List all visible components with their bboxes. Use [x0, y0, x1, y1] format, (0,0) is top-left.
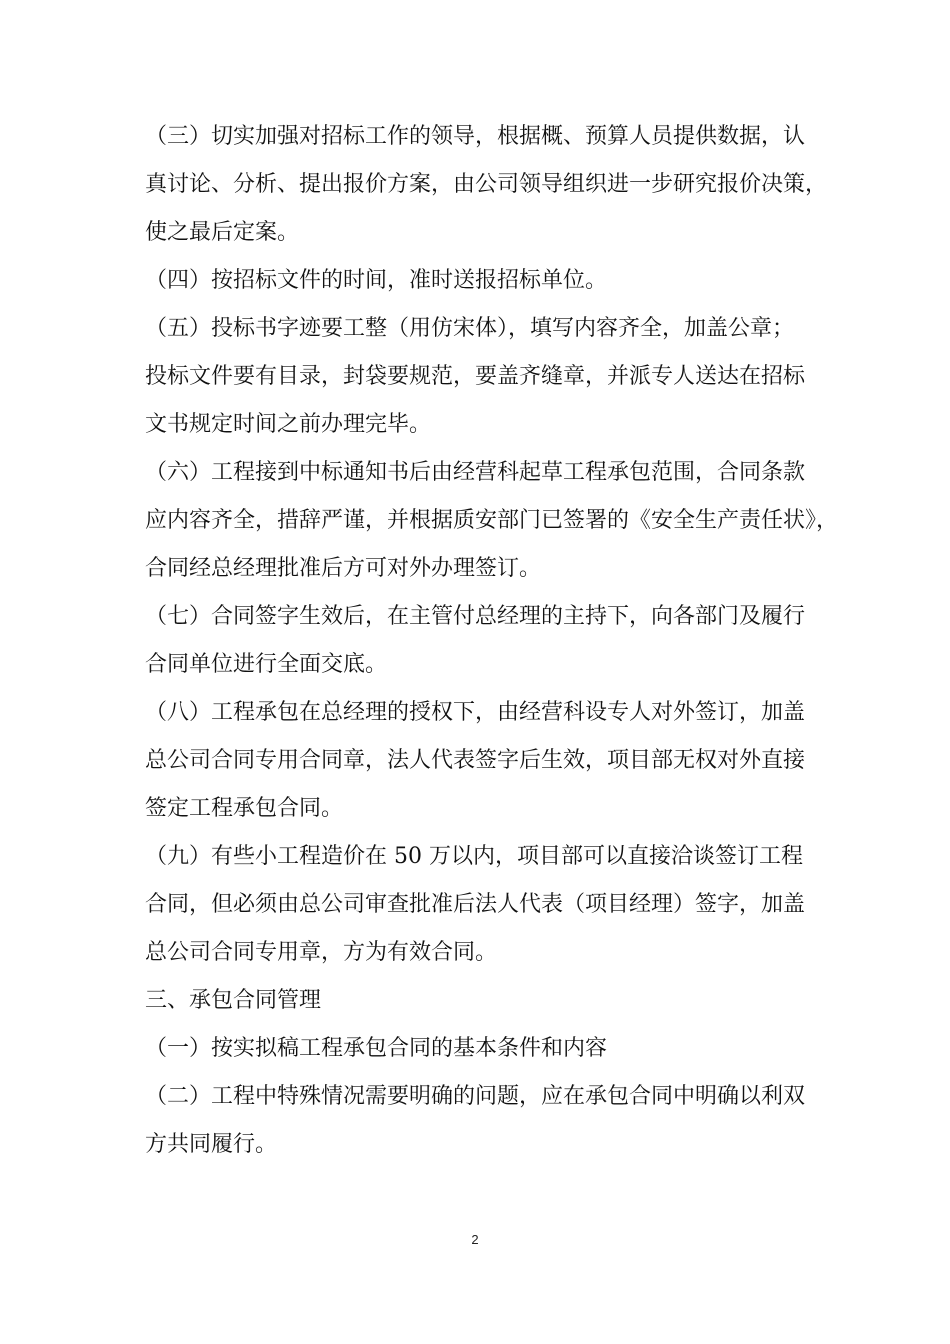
text-line: 签定工程承包合同。	[145, 796, 344, 821]
text-line: （二）工程中特殊情况需要明确的问题，应在承包合同中明确以利双	[145, 1084, 806, 1109]
text-line: （一）按实拟稿工程承包合同的基本条件和内容	[145, 1036, 608, 1061]
text-line: 总公司合同专用章，方为有效合同。	[145, 940, 498, 965]
heading-line: 三、承包合同管理	[145, 988, 322, 1013]
text-line: 总公司合同专用合同章，法人代表签字后生效，项目部无权对外直接	[145, 748, 806, 773]
text-line: 文书规定时间之前办理完毕。	[145, 412, 432, 437]
paragraph-item-9	[145, 833, 810, 977]
paragraph-item-7	[145, 593, 810, 689]
text-line: 合同经总经理批准后方可对外办理签订。	[145, 556, 542, 581]
paragraph-item-3	[145, 113, 828, 257]
text-line: （七）合同签字生效后，在主管付总经理的主持下，向各部门及履行	[145, 604, 806, 629]
paragraph-item-5	[145, 305, 810, 449]
paragraph-item-3-1	[145, 1025, 810, 1073]
section-heading-3	[145, 977, 810, 1025]
text-line: 方共同履行。	[145, 1132, 278, 1157]
text-line: （六）工程接到中标通知书后由经营科起草工程承包范围，合同条款	[145, 460, 806, 485]
text-line: 投标文件要有目录，封袋要规范，要盖齐缝章，并派专人送达在招标	[145, 364, 806, 389]
text-line: 应内容齐全，措辞严谨，并根据质安部门已签署的《安全生产责任状》，	[145, 508, 839, 533]
text-line: （三）切实加强对招标工作的领导，根据概、预算人员提供数据，认	[145, 124, 806, 149]
text-line: （九）有些小工程造价在 50 万以内，项目部可以直接洽谈签订工程	[145, 844, 803, 869]
text-line: （八）工程承包在总经理的授权下，由经营科设专人对外签订，加盖	[145, 700, 806, 725]
page-number: 2	[471, 1232, 479, 1247]
paragraph-item-4	[145, 257, 810, 305]
text-line: 真讨论、分析、提出报价方案，由公司领导组织进一步研究报价决策，	[145, 172, 828, 197]
document-body	[145, 113, 839, 1169]
text-line: 合同，但必须由总公司审查批准后法人代表（项目经理）签字，加盖	[145, 892, 806, 917]
paragraph-item-8	[145, 689, 810, 833]
paragraph-item-6	[145, 449, 839, 593]
text-line: 合同单位进行全面交底。	[145, 652, 388, 677]
text-line: 使之最后定案。	[145, 220, 300, 245]
paragraph-item-3-2	[145, 1073, 810, 1169]
text-line: （五）投标书字迹要工整（用仿宋体），填写内容齐全，加盖公章；	[145, 316, 795, 341]
text-line: （四）按招标文件的时间，准时送报招标单位。	[145, 268, 608, 293]
